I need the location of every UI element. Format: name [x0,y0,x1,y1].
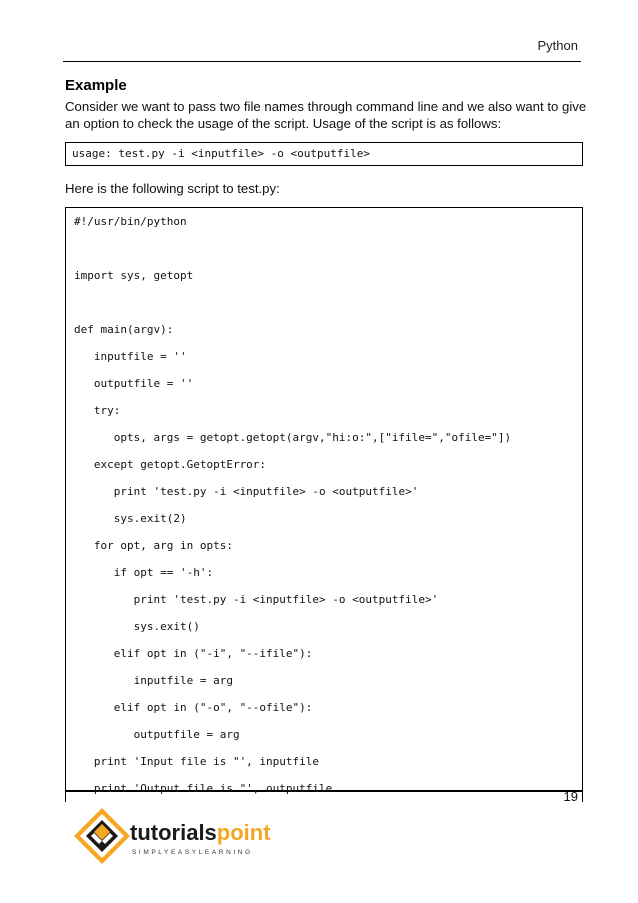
lead-paragraph: Here is the following script to test.py: [65,181,280,196]
code-line [65,235,583,262]
code-line: try: [65,397,583,424]
code-line: for opt, arg in opts: [65,532,583,559]
logo-graphic [74,806,274,872]
code-line: elif opt in ("-o", "--ofile"): [65,694,583,721]
code-line: print 'test.py -i <inputfile> -o <outputfile>' [65,586,583,613]
logo-emblem-icon [74,808,130,864]
tutorialspoint-logo [74,806,274,872]
usage-code-box: usage: test.py -i <inputfile> -o <outputfile> [65,142,583,166]
code-block [65,207,583,795]
code-line: outputfile = '' [65,370,583,397]
section-heading: Example [65,77,127,94]
code-line: import sys, getopt [65,262,583,289]
logo-wordmark: tutorialspoint [130,820,271,845]
code-line: def main(argv): [65,316,583,343]
logo-tagline: SIMPLYEASYLEARNING [132,849,253,856]
code-line: print 'Output file is "', outputfile [65,775,583,802]
header-rule [63,61,581,62]
code-line: sys.exit() [65,613,583,640]
code-line: inputfile = '' [65,343,583,370]
code-line: inputfile = arg [65,667,583,694]
code-line: #!/usr/bin/python [65,208,583,235]
code-line: sys.exit(2) [65,505,583,532]
page-number: 19 [563,789,578,804]
code-line: except getopt.GetoptError: [65,451,583,478]
code-line: elif opt in ("-i", "--ifile"): [65,640,583,667]
code-line: print 'Input file is "', inputfile [65,748,583,775]
code-line: opts, args = getopt.getopt(argv,"hi:o:",["ifile=","ofile="]) [65,424,583,451]
code-line: outputfile = arg [65,721,583,748]
code-line: print 'test.py -i <inputfile> -o <outputfile>' [65,478,583,505]
code-line [65,289,583,316]
intro-paragraph: Consider we want to pass two file names through command line and we also want to give an option to check the usage of the script. Usage of the script is as follows: [65,99,587,131]
page-header-label: Python [537,38,578,53]
code-line: if opt == '-h': [65,559,583,586]
